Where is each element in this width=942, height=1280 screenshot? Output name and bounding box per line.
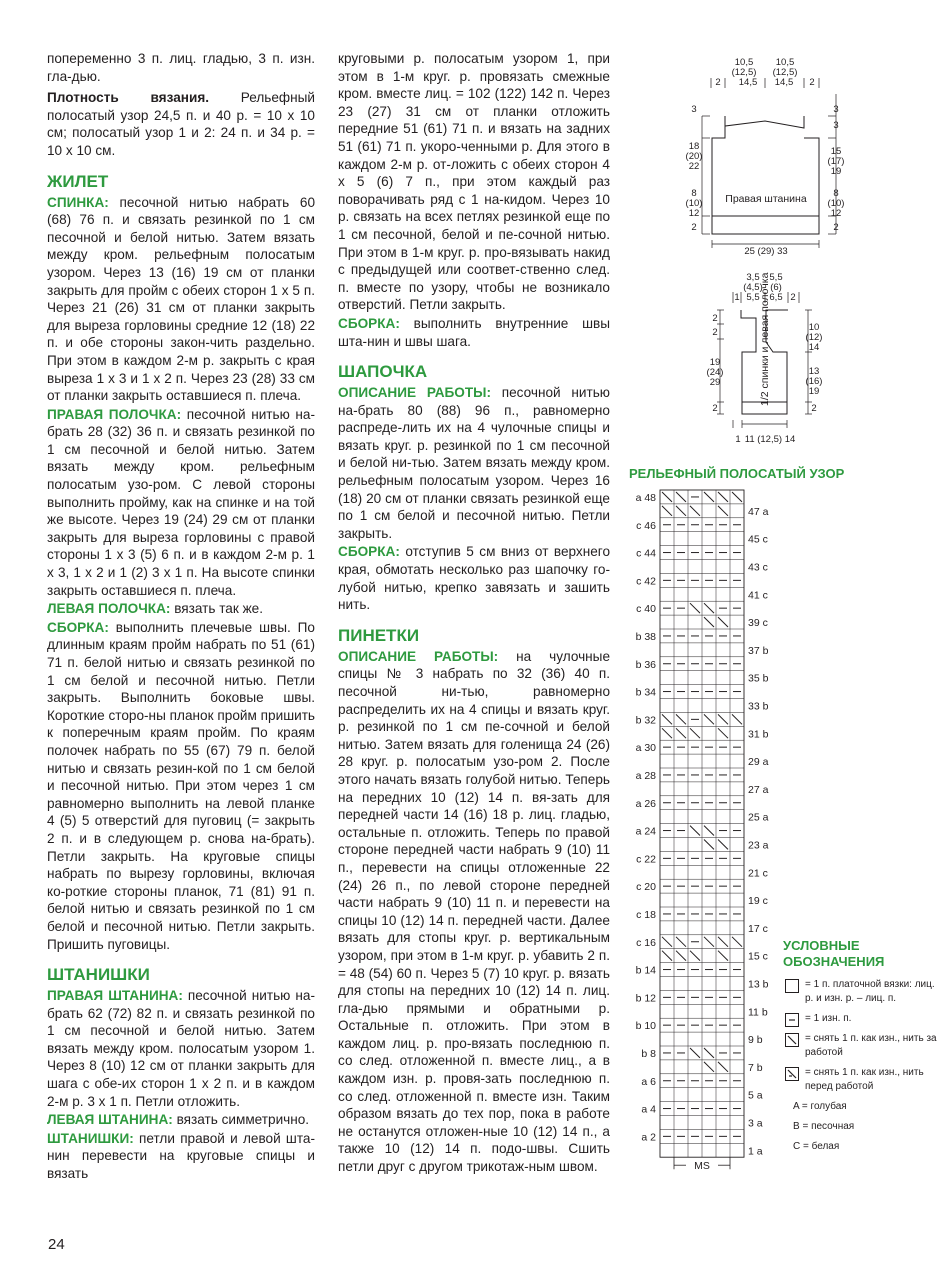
subheading-booties-desc: ОПИСАНИЕ РАБОТЫ:	[338, 648, 499, 664]
slip-stitch-mark	[704, 1062, 714, 1072]
row-label-left: a 30	[635, 742, 656, 755]
row-label-right: 15 c	[748, 950, 768, 963]
slip-stitch-mark	[704, 603, 714, 613]
dim-label: (12,5)	[772, 67, 798, 78]
paragraph: ПРАВАЯ ПОЛОЧКА: песочной нитью на-брать 28 (32) 36 п. и связать резинкой по 1 см песочной и белой нитью. Затем вязать между кром. рельефным полосатым узо-ром. С левой стороны выполнить пройму, как на спинке и на той же высоте. Через 19 (24) 29 см от планки закрыть для выреза горловины с правой стороны 1 х 3 (5) 6 п. и в каждом 2-м р. 1 х 3, 1 х 2 и 1 (2) 3 х 1 п. На высоте спинки закрыть оставшиеся п. плеча.	[47, 406, 315, 598]
row-label-left: a 6	[641, 1075, 656, 1088]
legend-color-c: C = белая	[793, 1141, 840, 1152]
row-label-right: 19 c	[748, 895, 768, 908]
subheading-back: СПИНКА:	[47, 194, 109, 210]
text-column-2	[338, 50, 610, 1176]
row-label-left: c 22	[636, 853, 656, 866]
dim-label: 14,5	[738, 77, 758, 88]
slip-stitch-mark	[704, 1048, 714, 1058]
slip-stitch-mark	[676, 728, 686, 738]
slip-stitch-mark	[704, 617, 714, 627]
paragraph: ЛЕВАЯ ШТАНИНА: вязать симметрично.	[47, 1112, 310, 1128]
piece-label: 1/2 спинки и левая полочка	[759, 272, 771, 406]
row-label-right: 9 b	[748, 1034, 763, 1047]
slip-stitch-mark	[690, 603, 700, 613]
row-label-right: 43 c	[748, 561, 768, 574]
row-label-right: 33 b	[748, 700, 769, 713]
row-label-left: a 2	[641, 1131, 656, 1144]
slip-stitch-mark	[704, 840, 714, 850]
slip-stitch-mark	[662, 728, 672, 738]
dim-label: 2	[790, 292, 796, 303]
row-label-left: a 24	[635, 825, 656, 838]
dim-label: 2	[712, 327, 718, 338]
dim-label: 8	[833, 188, 839, 199]
slip-stitch-mark	[704, 826, 714, 836]
row-label-right: 31 b	[748, 728, 769, 741]
subheading-pants: ШТАНИШКИ:	[47, 1130, 134, 1146]
dim-label: 14	[808, 342, 820, 353]
slip-stitch-mark	[690, 1048, 700, 1058]
dim-label: (17)	[827, 156, 845, 167]
knit-symbol-icon	[785, 979, 799, 993]
dim-label: (4,5)	[743, 282, 763, 293]
dim-label: 25 (29) 33	[744, 246, 788, 257]
gauge-label: Плотность вязания.	[47, 90, 210, 106]
row-label-left: b 8	[641, 1047, 656, 1060]
subheading-left-front: ЛЕВАЯ ПОЛОЧКА:	[47, 601, 171, 617]
schematic-diagrams	[680, 54, 850, 454]
row-label-left: a 28	[635, 769, 656, 782]
row-label-right: 29 a	[748, 756, 769, 769]
slip-stitch-mark	[676, 714, 686, 724]
legend	[783, 938, 942, 1160]
section-heading-booties: ПИНЕТКИ	[338, 625, 420, 645]
slip-front-symbol-icon	[785, 1067, 799, 1081]
dim-label: 3	[833, 120, 839, 131]
slip-stitch-mark	[676, 506, 686, 516]
knitting-chart	[620, 484, 780, 1184]
row-label-right: 41 c	[748, 589, 768, 602]
row-label-right: 5 a	[748, 1089, 763, 1102]
row-label-right: 27 a	[748, 783, 769, 796]
row-label-left: b 12	[635, 992, 656, 1005]
dim-label: 2	[691, 222, 697, 233]
slip-stitch-mark	[676, 492, 686, 502]
subheading-hat-assembly: СБОРКА:	[338, 544, 400, 560]
slip-stitch-mark	[662, 492, 672, 502]
row-label-right: 17 c	[748, 922, 768, 935]
dim-label: 13	[808, 366, 820, 377]
row-label-left: c 42	[636, 575, 656, 588]
paragraph: ЛЕВАЯ ПОЛОЧКА: вязать так же.	[47, 601, 264, 617]
dim-label: 11 (12,5) 14	[744, 434, 796, 445]
dim-label: 12	[688, 208, 700, 219]
paragraph: ОПИСАНИЕ РАБОТЫ: на чулочные спицы № 3 набрать по 32 (36) 40 п. песочной ни-тью, равномерно распределить их на 4 спицы и вязать круг. р. резинкой по 1 см пе-сочной и белой нитью. Затем вязать для голенища 24 (26) 28 круг. р. полосатым узо-ром 2. После этого начать вязать голубой нитью. Теперь на передних 10 (12) 14 п. вя-зать для передней части 14 (16) 18 р. лиц. гладью, остальные п. отложить. Теперь по правой стороне передней части набрать 9 (10) 11 п., перевести на спицы отложенные 22 (24) 26 п., по левой стороне передней части набрать 9 (10) 11 п. и перевести на спицы 10 (12) 14 п. передней части. Далее вязать для стопы круг. р. вертикальным узором, при этом в 1-м круг. р. убавить 2 п. = 48 (54) 60 п. Через 5 (7) 10 круг. р. вязать для стопы на передних 10 (12) 14 п. лиц. гла-дью прямыми и обратными р. Остальные п. отложить. При этом в каждом лиц. р. про-вязать последнюю п. со след. отложенной п. вместе лиц., а в каждом изн. р. провя-зать последнюю п. со след. отложенной п. вместе изн. Таким образом вязать до тех пор, пока в работе не останутся отложен-ные 10 (12) 14 п., а также 10 (12) 14 п. подо-швы. Сшить петли друг с другом трикотаж-ным швом.	[338, 648, 610, 1175]
paragraph: СБОРКА: отступив 5 см вниз от верхнего края, обмотать несколько раз шапочку го-лубой нитью, крепко завязать и зашить нить.	[338, 544, 611, 613]
dim-label: 22	[688, 161, 700, 172]
row-label-right: 25 a	[748, 811, 769, 824]
dim-label: 19	[709, 357, 721, 368]
row-label-left: b 14	[635, 964, 656, 977]
legend-color-a: A = голубая	[793, 1101, 847, 1112]
legend-item-knit: = 1 п. платочной вязки: лиц. р. и изн. р. – лиц. п.	[783, 978, 942, 1006]
slip-stitch-mark	[718, 1062, 728, 1072]
paragraph: СБОРКА: выполнить внутренние швы шта-нин и швы шага.	[338, 315, 610, 349]
slip-stitch-mark	[718, 951, 728, 961]
paragraph: ШТАНИШКИ: петли правой и левой шта-нин перевести на круговые спицы и вязать	[47, 1130, 316, 1182]
dim-label: 1	[735, 434, 741, 445]
row-label-left: c 40	[636, 603, 656, 616]
row-label-right: 13 b	[748, 978, 769, 991]
dim-label: 6,5	[769, 292, 783, 303]
purl-symbol-icon	[785, 1013, 799, 1027]
subheading-hat-desc: ОПИСАНИЕ РАБОТЫ:	[338, 385, 491, 401]
slip-stitch-mark	[718, 506, 728, 516]
row-label-left: b 34	[635, 686, 656, 699]
dim-label: 5,5	[769, 272, 783, 283]
row-label-right: 35 b	[748, 672, 769, 685]
dim-label: 3	[691, 104, 697, 115]
dim-label: 15	[830, 146, 842, 157]
dim-label: (10)	[685, 198, 703, 209]
dim-label: 2	[712, 313, 718, 324]
paragraph: СБОРКА: выполнить плечевые швы. По длинным краям пройм набрать по 51 (61) 71 п. белой нитью и связать резинкой по 1 см белой и песочной нитью. Петли закрыть. Выполнить боковые швы. Короткие сторо-ны планок пройм пришить к поперечным краям пройм. По краям полочек набрать по 55 (67) 79 п. белой нитью и связать резин-кой по 1 см белой и песочной нитью. При этом через 1 см равномерно выполнить на левой планке 4 (5) 5 отверстий для пуговиц (= закрыть 2 п. и в следующем р. снова на-брать). Петли закрыть. На круговые спицы набрать по вырезу горловины, включая ко-роткие стороны планок, 71 (81) 91 п. белой нитью и связать резинкой по 1 см белой и песочной нитью. Петли закрыть. Пришить пуговицы.	[47, 619, 315, 952]
row-label-left: c 18	[636, 908, 656, 921]
paragraph: Плотность вязания. Рельефный полосатый узор 24,5 п. и 40 р. = 10 х 10 см; полосатый узор 1 и 2: 24 п. и 34 р. = 10 х 10 см.	[47, 90, 315, 158]
dim-label: 2	[712, 403, 718, 414]
row-label-left: c 20	[636, 881, 656, 894]
subheading-right-leg: ПРАВАЯ ШТАНИНА:	[47, 988, 183, 1004]
dim-label: (20)	[685, 151, 703, 162]
paragraph: попеременно 3 п. лиц. гладью, 3 п. изн. гла-дью.	[47, 51, 315, 84]
dim-label: 12	[830, 208, 842, 219]
dim-label: 3	[833, 104, 839, 115]
slip-stitch-mark	[718, 617, 728, 627]
slip-stitch-mark	[662, 937, 672, 947]
row-label-right: 21 c	[748, 867, 768, 880]
row-label-right: 3 a	[748, 1117, 763, 1130]
dim-label: 5,5	[746, 292, 760, 303]
row-label-right: 45 c	[748, 533, 768, 546]
slip-stitch-mark	[718, 492, 728, 502]
row-label-left: b 38	[635, 630, 656, 643]
dim-label: (10)	[827, 198, 845, 209]
legend-item-slip-front: = снять 1 п. как изн., нить перед работой	[783, 1066, 942, 1094]
slip-stitch-mark	[704, 714, 714, 724]
slip-stitch-mark	[718, 937, 728, 947]
row-label-right: 7 b	[748, 1061, 763, 1074]
dim-label: 29	[709, 377, 721, 388]
legend-item-purl: = 1 изн. п.	[783, 1012, 942, 1026]
row-label-right: 23 a	[748, 839, 769, 852]
piece-label: Правая штанина	[725, 193, 807, 205]
chart-title: РЕЛЬЕФНЫЙ ПОЛОСАТЫЙ УЗОР	[629, 466, 845, 481]
slip-stitch-mark	[676, 951, 686, 961]
dim-label: (12)	[805, 332, 823, 343]
slip-stitch-mark	[718, 728, 728, 738]
legend-color-b: B = песочная	[793, 1121, 855, 1132]
row-label-right: 11 b	[748, 1006, 768, 1019]
slip-stitch-mark	[704, 937, 714, 947]
dim-label: 19	[808, 386, 820, 397]
slip-stitch-mark	[676, 937, 686, 947]
slip-stitch-mark	[690, 826, 700, 836]
subheading-left-leg: ЛЕВАЯ ШТАНИНА:	[47, 1112, 173, 1128]
section-heading-hat: ШАПОЧКА	[338, 362, 428, 382]
row-label-right: 1 a	[748, 1145, 763, 1158]
slip-stitch-mark	[690, 951, 700, 961]
dim-label: 3,5	[746, 272, 760, 283]
dim-label: 2	[715, 77, 721, 88]
legend-item-slip-back: = снять 1 п. как изн., нить за работой	[783, 1032, 942, 1060]
page-number: 24	[48, 1236, 65, 1253]
dim-label: (16)	[805, 376, 823, 387]
dim-label: 18	[688, 141, 700, 152]
dim-label: 2	[809, 77, 815, 88]
schematic-right-leg	[686, 57, 845, 257]
section-heading-pants: ШТАНИШКИ	[47, 965, 150, 985]
slip-stitch-mark	[662, 714, 672, 724]
row-label-left: a 26	[635, 797, 656, 810]
slip-stitch-mark	[662, 506, 672, 516]
row-label-right: 39 c	[748, 617, 768, 630]
paragraph: ПРАВАЯ ШТАНИНА: песочной нитью на-брать 62 (72) 82 п. и связать резинкой по 1 см песочной и белой нитью. Затем вязать между кром. полосатым узором 1. Через 8 (10) 12 см от планки закрыть для шага с обе-их сторон 1 х 2 п. и в каждом 2-м р. 3 х 1 п. Петли отложить.	[47, 988, 315, 1109]
dim-label: 14,5	[774, 77, 794, 88]
dim-label: (6)	[770, 282, 782, 293]
slip-stitch-mark	[690, 728, 700, 738]
row-label-left: b 32	[635, 714, 656, 727]
row-label-left: b 36	[635, 658, 656, 671]
dim-label: (12,5)	[731, 67, 757, 78]
row-label-right: 47 a	[748, 505, 769, 518]
dim-label: 10,5	[775, 57, 795, 68]
dim-label: 10	[808, 322, 820, 333]
repeat-label: MS	[694, 1160, 710, 1173]
dim-label: 8	[691, 188, 697, 199]
dim-label: 19	[830, 166, 842, 177]
paragraph: СПИНКА: песочной нитью набрать 60 (68) 76 п. и связать резинкой по 1 см песочной и белой нитью. Затем вязать между кром. рельефным полосатым узором. Через 13 (16) 19 см от планки закрыть для пройм с обеих сторон 1 х 5 п. Через 21 (26) 31 см от планки закрыть для выреза горловины средние 12 (18) 22 п. и обе стороны закон-чить раздельно. При этом в каждом 2-м р. закрыть с края выреза 1 х 3 и 1 х 2 п. Через 23 (28) 33 см от планки закрыть оставшиеся п. плеча.	[47, 194, 315, 404]
row-label-left: a 4	[641, 1103, 656, 1116]
dim-label: (24)	[706, 367, 724, 378]
row-label-left: c 46	[636, 519, 656, 532]
row-label-left: a 48	[635, 491, 656, 504]
dim-label: 2	[811, 403, 817, 414]
slip-stitch-mark	[732, 937, 742, 947]
subheading-right-front: ПРАВАЯ ПОЛОЧКА:	[47, 406, 182, 422]
legend-heading: УСЛОВНЫЕ ОБОЗНАЧЕНИЯ	[783, 938, 885, 969]
paragraph: ОПИСАНИЕ РАБОТЫ: песочной нитью на-брать 80 (88) 96 п., равномерно распреде-лить их на 4 чулочные спицы и вязать круг. р. резинкой по 1 см песочной и белой ни-тью. Затем вязать между кром. рельефным полосатым узором. Через 16 (18) 20 см от планки связать резинкой еще по 1 см белой и песочной нитью. Петли закрыть.	[338, 385, 611, 541]
dim-label: 1	[734, 292, 740, 303]
slip-stitch-mark	[662, 951, 672, 961]
subheading-pants-assembly: СБОРКА:	[338, 315, 400, 331]
subheading-assembly: СБОРКА:	[47, 619, 109, 635]
slip-stitch-mark	[704, 492, 714, 502]
schematics-svg	[680, 54, 850, 454]
slip-stitch-mark	[718, 840, 728, 850]
slip-stitch-mark	[690, 506, 700, 516]
dim-label: 2	[833, 222, 839, 233]
row-label-left: c 44	[636, 547, 656, 560]
section-heading-vest: ЖИЛЕТ	[47, 171, 109, 191]
slip-stitch-mark	[718, 714, 728, 724]
dim-label: 10,5	[734, 57, 754, 68]
slip-stitch-mark	[732, 492, 742, 502]
slip-stitch-mark	[732, 714, 742, 724]
row-label-right: 37 b	[748, 644, 769, 657]
row-label-left: c 16	[636, 936, 656, 949]
schematic-back-front	[707, 272, 823, 445]
text-column-1	[47, 50, 315, 1183]
paragraph: круговыми р. полосатым узором 1, при этом в 1-м круг. р. провязать смежные кром. вместе лиц. = 102 (122) 142 п. Через 23 (27) 31 см от планки отложить передние 51 (61) 71 п. и вязать на задних 51 (61) 71 п. укоро-ченными р. Для этого в каждом 2-м р. от-ложить с обеих сторон 4 х 5 (6) 7 п., при этом каждый раз поворачивать ряд с 1 на-кидом. Через 10 р. связать на всех петлях резинкой еще по 1 см песочной, белой и пе-сочной нитью. При этом в 1-м круг. р. про-вязывать накид с предыдущей или соответ-ственно след. п. вместе по узору, чтобы не возникало отверстий. Петли закрыть.	[338, 51, 610, 313]
slip-back-symbol-icon	[785, 1033, 799, 1047]
row-label-left: b 10	[635, 1020, 656, 1033]
